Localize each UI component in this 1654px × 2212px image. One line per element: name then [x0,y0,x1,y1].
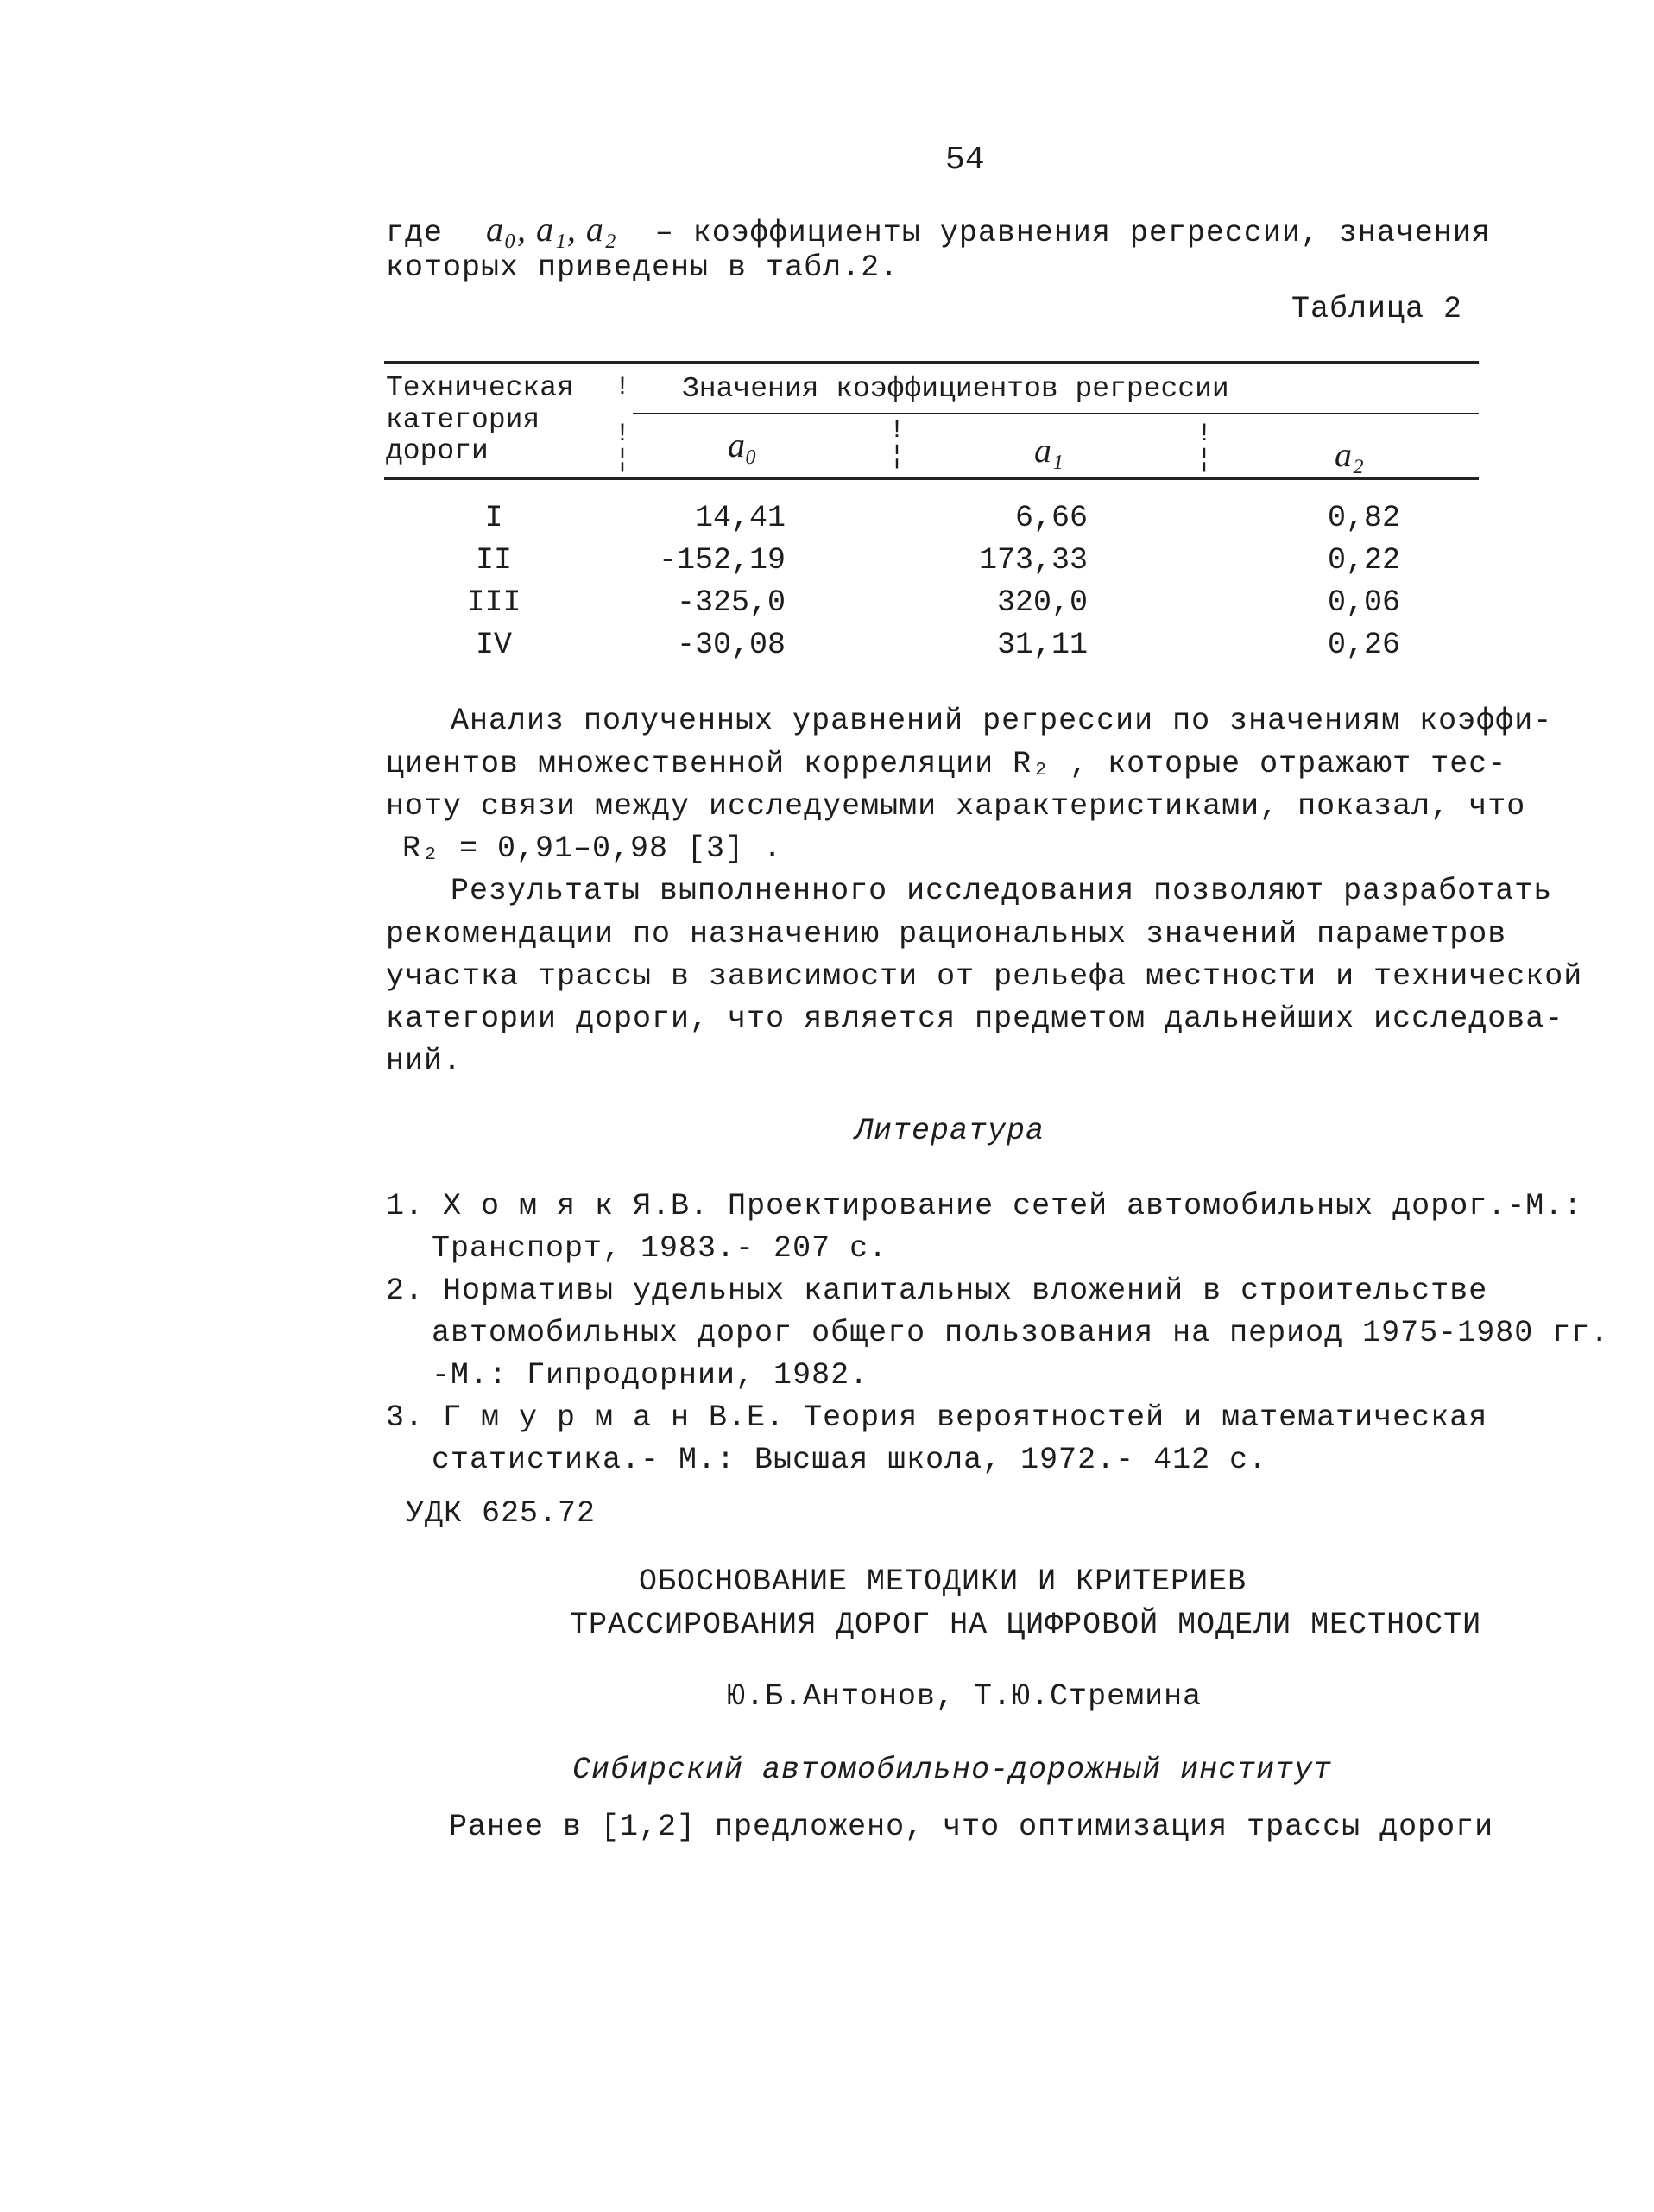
header-category-line-3: дороги [386,435,489,467]
article-title-line-2: ТРАССИРОВАНИЯ ДОРОГ НА ЦИФРОВОЙ МОДЕЛИ МЕСТНОСТИ [570,1608,1482,1642]
column-separator: ! [889,416,906,446]
table-cell-category: III [466,585,521,620]
table-cell-a2: 0,26 [1327,628,1400,662]
column-separator: ! [615,420,631,449]
article-title-line-1: ОБОСНОВАНИЕ МЕТОДИКИ И КРИТЕРИЕВ [639,1564,1247,1599]
column-separator: ¦ [1196,446,1213,475]
analysis-line-4: R₂ = 0,91–0,98 [3] . [402,831,783,866]
table-cell-category: I [484,501,503,535]
article-institute: Сибирский автомобильно-дорожный институт [572,1753,1333,1787]
column-separator: ! [1196,420,1213,449]
column-separator: ! [615,373,631,402]
results-line-5: ний. [386,1044,463,1078]
analysis-line-1: Анализ полученных уравнений регрессии по значениям коэффи- [451,704,1553,738]
analysis-line-3: ноту связи между исследуемыми характеристиками, показал, что [386,789,1526,824]
article-authors: Ю.Б.Антонов, Т.Ю.Стремина [727,1679,1203,1714]
header-category-line-2: категория [386,404,540,436]
column-separator: ¦ [615,446,631,475]
results-line-1: Результаты выполненного исследования позволяют разработать [451,874,1553,908]
intro-coefficients: a₀, a₁, a₂ [486,210,617,249]
column-separator: ¦ [889,442,906,471]
intro-line-2: которых приведены в табл.2. [386,250,900,285]
results-line-4: категории дороги, что является предметом дальнейших исследова- [386,1002,1564,1036]
udc-code: УДК 625.72 [406,1496,597,1531]
header-values: Значения коэффициентов регрессии [682,373,1229,405]
page-number: 54 [945,142,985,179]
table-values-rule [633,413,1479,414]
table-cell-a2: 0,22 [1327,543,1400,578]
results-line-3: участка трассы в зависимости от рельефа местности и технической [386,959,1583,994]
table-cell-a0: -325,0 [676,585,786,620]
table-top-rule [384,361,1479,364]
analysis-line-2: циентов множественной корреляции R₂ , которые отражают тес- [386,747,1507,781]
table-caption: Таблица 2 [1291,292,1463,326]
reference-3-line-1: 3. Г м у р м а н В.Е. Теория вероятностей и математическая [386,1400,1488,1435]
column-a2-header: a₂ [1335,435,1364,474]
reference-2-line-2: автомобильных дорог общего пользования на период 1975-1980 гг. [432,1316,1610,1350]
intro-line-1-rest: – коэффициенты уравнения регрессии, значения [654,216,1491,250]
table-cell-a2: 0,06 [1327,585,1400,620]
table-cell-a2: 0,82 [1327,501,1400,535]
table-cell-a0: -152,19 [658,543,786,578]
intro-word-where: где [386,216,444,250]
article-first-line: Ранее в [1,2] предложено, что оптимизация трассы дороги [449,1810,1494,1844]
reference-2-line-1: 2. Нормативы удельных капитальных вложений в строительстве [386,1273,1488,1308]
intro-line-1 [386,209,1491,250]
reference-1-line-1: 1. Х о м я к Я.В. Проектирование сетей автомобильных дорог.-М.: [386,1189,1583,1223]
reference-2-line-3: -М.: Гипродорнии, 1982. [432,1358,869,1393]
table-cell-a0: -30,08 [676,628,786,662]
table-cell-category: II [475,543,512,578]
header-category-line-1: Техническая [386,372,574,404]
table-cell-a1: 31,11 [996,628,1088,662]
literature-heading: Литература [855,1114,1045,1148]
table-header-rule [384,477,1479,480]
reference-3-line-2: статистика.- М.: Высшая школа, 1972.- 412 с. [432,1443,1268,1477]
table-cell-a1: 6,66 [1014,501,1088,535]
column-a1-header: a₁ [1034,431,1064,470]
table-cell-a1: 320,0 [996,585,1088,620]
table-cell-category: IV [475,628,512,662]
table-cell-a0: 14,41 [694,501,786,535]
column-a0-header: a₀ [728,426,757,465]
reference-1-line-2: Транспорт, 1983.- 207 с. [432,1231,888,1266]
results-line-2: рекомендации по назначению рациональных значений параметров [386,917,1507,951]
table-cell-a1: 173,33 [978,543,1088,578]
